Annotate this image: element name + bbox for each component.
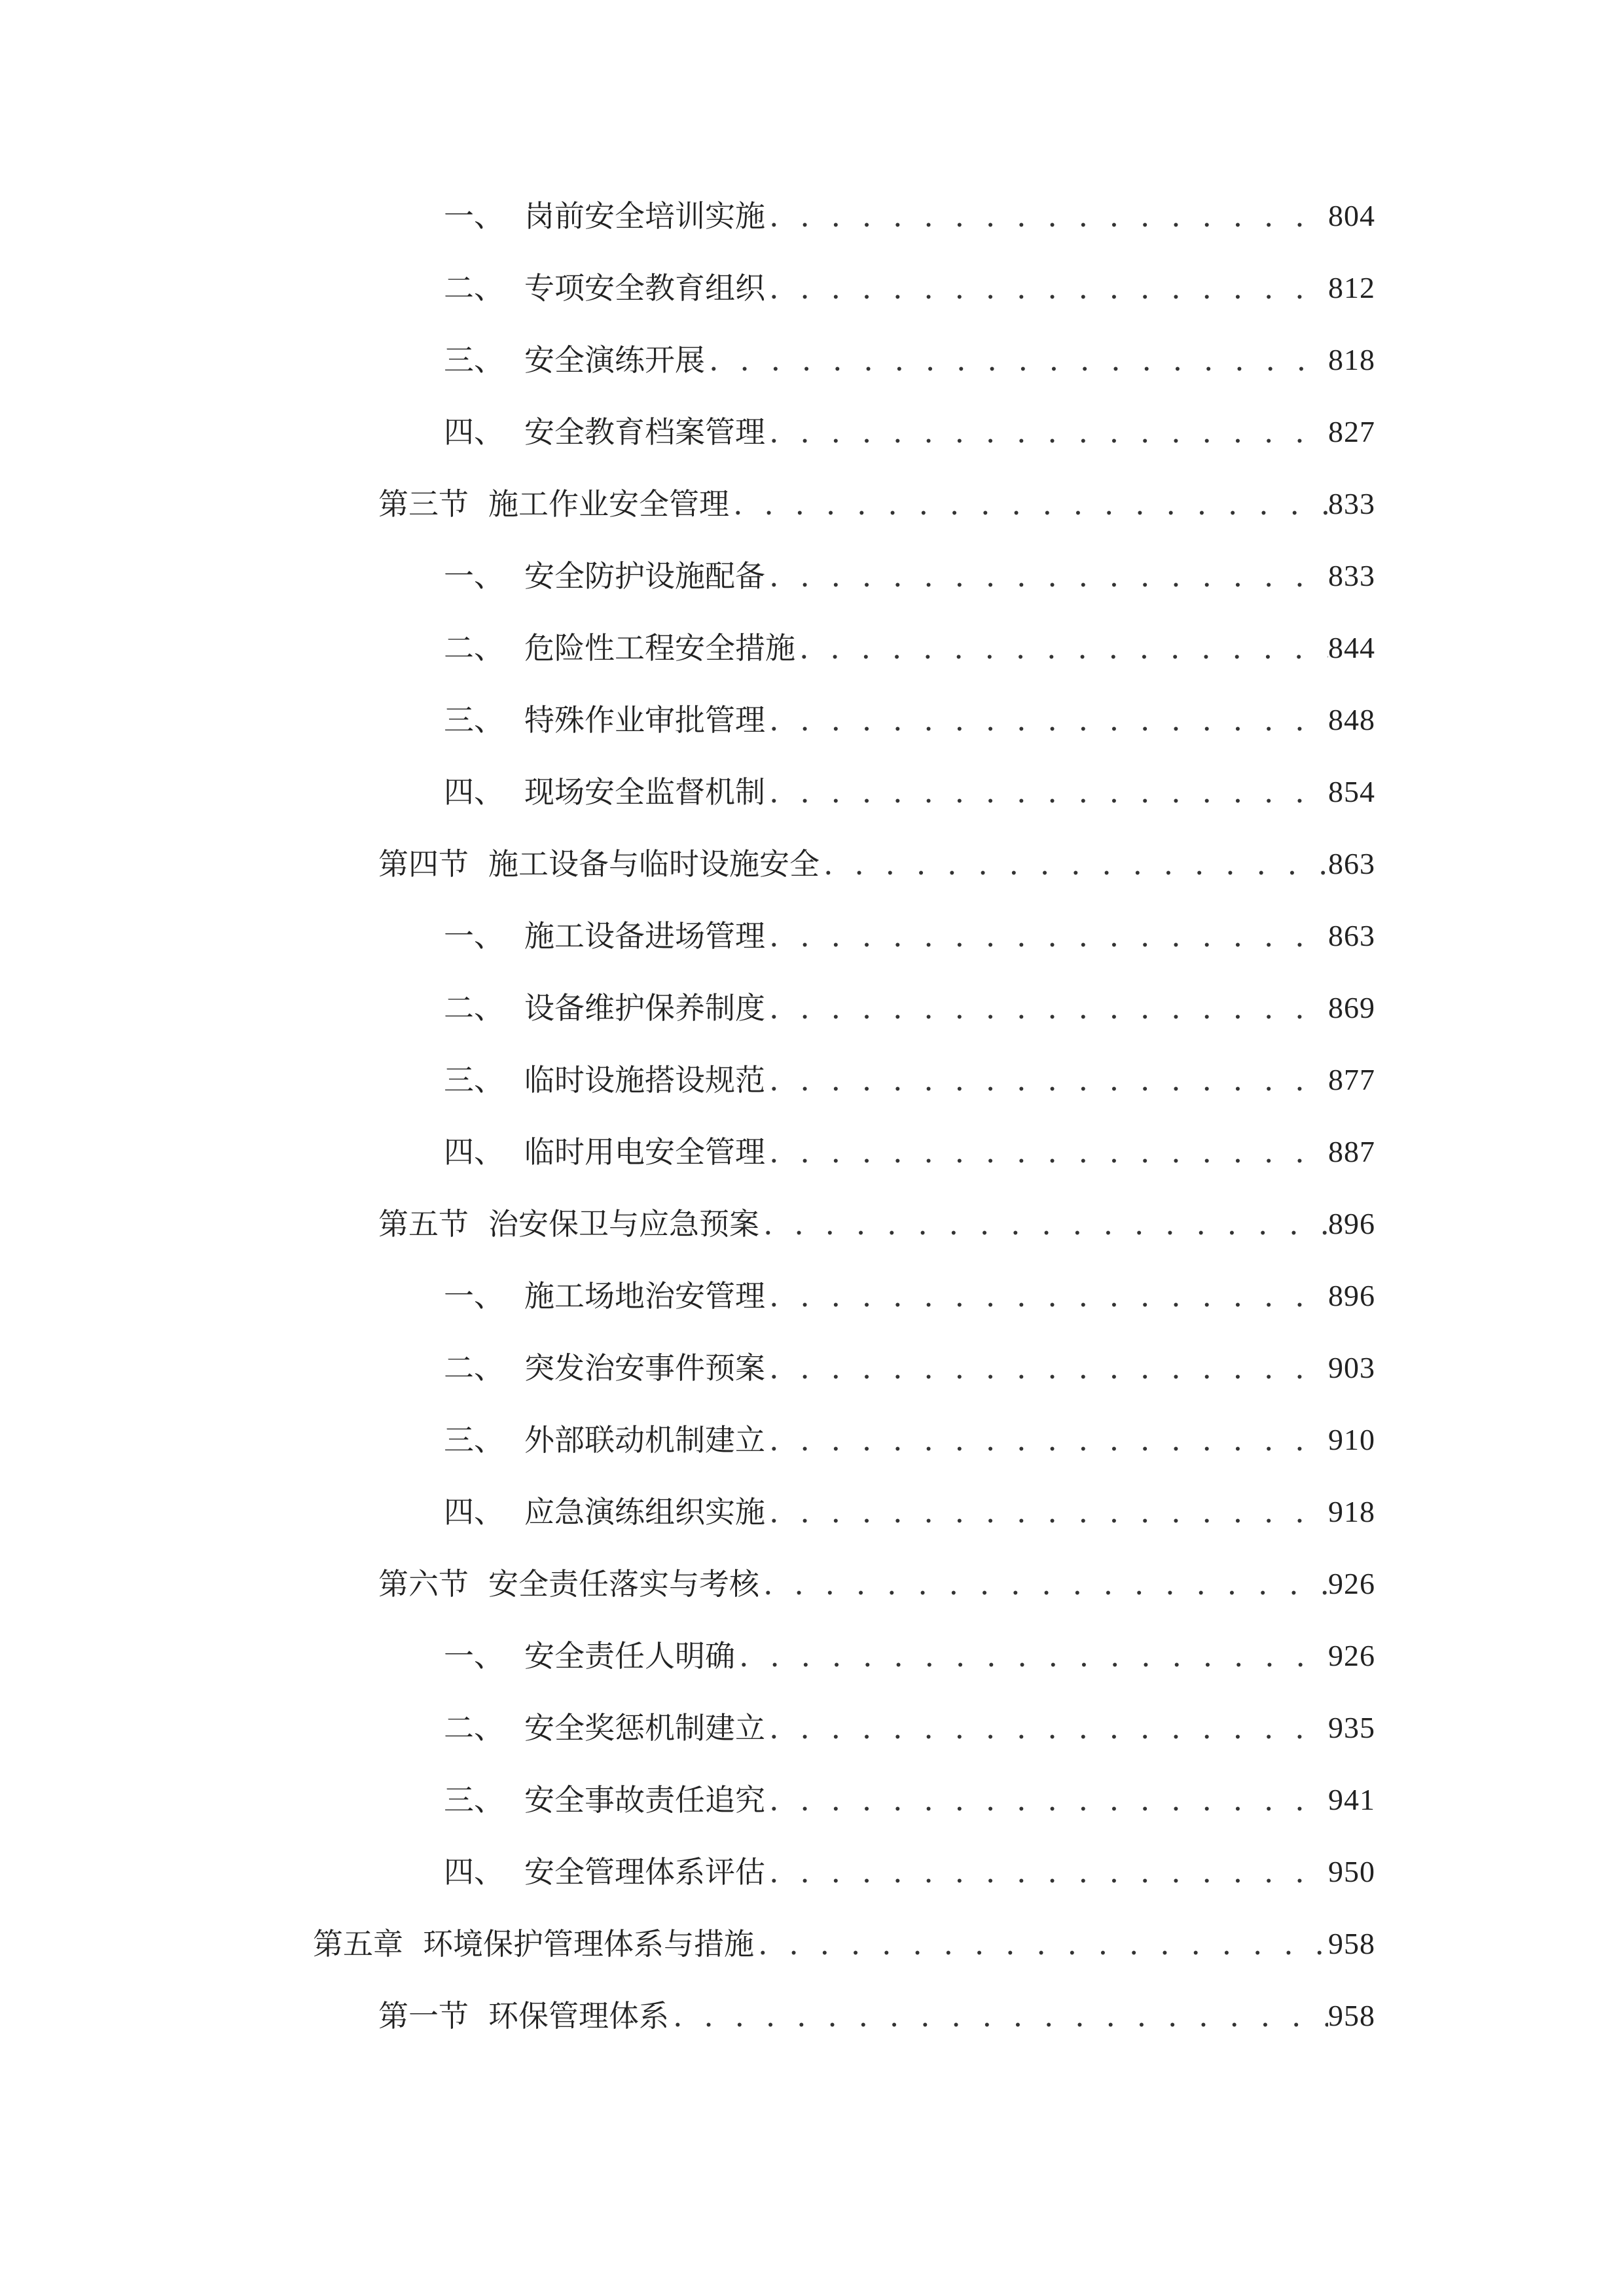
toc-entry-page: 958 xyxy=(1328,1999,1375,2032)
toc-entry-number: 四、 xyxy=(444,774,504,810)
toc-entry-number: 一、 xyxy=(444,198,504,234)
toc-entry[interactable] xyxy=(444,622,1375,674)
toc-dot-leader xyxy=(765,1702,1328,1754)
toc-dot-leader xyxy=(754,1918,1328,1970)
toc-entry[interactable] xyxy=(444,262,1375,314)
toc-entry-number: 一、 xyxy=(444,918,504,954)
toc-entry-page: 844 xyxy=(1328,631,1375,664)
toc-entry-title: 安全教育档案管理 xyxy=(524,414,765,450)
toc-entry-page: 877 xyxy=(1328,1063,1375,1096)
toc-entry-chapter[interactable] xyxy=(313,1918,1375,1970)
toc-entry-page: 903 xyxy=(1328,1351,1375,1384)
toc-dot-leader xyxy=(765,1270,1328,1322)
toc-entry[interactable] xyxy=(444,982,1375,1034)
toc-entry-title: 环保管理体系 xyxy=(488,1998,669,2034)
toc-entry[interactable] xyxy=(444,1342,1375,1394)
toc-entry[interactable] xyxy=(444,1702,1375,1754)
toc-entry-section[interactable] xyxy=(378,1558,1375,1610)
toc-entry-number: 一、 xyxy=(444,1638,504,1674)
toc-dot-leader xyxy=(705,334,1328,386)
toc-dot-leader xyxy=(765,406,1328,458)
toc-entry-page: 935 xyxy=(1328,1711,1375,1744)
toc-entry-title: 岗前安全培训实施 xyxy=(524,198,765,234)
toc-entry-page: 910 xyxy=(1328,1423,1375,1456)
toc-entry-page: 950 xyxy=(1328,1855,1375,1888)
toc-dot-leader xyxy=(759,1558,1328,1610)
toc-entry-number: 第三节 xyxy=(378,486,469,522)
toc-entry[interactable] xyxy=(444,910,1375,962)
toc-entry-page: 848 xyxy=(1328,703,1375,736)
toc-entry-title: 专项安全教育组织 xyxy=(524,270,765,306)
toc-entry-page: 896 xyxy=(1328,1279,1375,1312)
toc-dot-leader xyxy=(765,1414,1328,1466)
toc-entry-page: 887 xyxy=(1328,1135,1375,1168)
toc-entry-title: 施工设备与临时设施安全 xyxy=(488,846,820,882)
toc-entry-number: 三、 xyxy=(444,1422,504,1458)
toc-entry-number: 四、 xyxy=(444,1134,504,1170)
toc-entry[interactable] xyxy=(444,1846,1375,1898)
toc-dot-leader xyxy=(820,838,1328,890)
toc-entry-title: 施工设备进场管理 xyxy=(524,918,765,954)
toc-entry-number: 第五章 xyxy=(313,1926,403,1962)
toc-entry-page: 863 xyxy=(1328,847,1375,880)
toc-entry-title: 临时用电安全管理 xyxy=(524,1134,765,1170)
toc-entry-title: 设备维护保养制度 xyxy=(524,990,765,1026)
toc-entry-number: 三、 xyxy=(444,1782,504,1818)
toc-dot-leader xyxy=(765,1846,1328,1898)
toc-entry-page: 833 xyxy=(1328,559,1375,592)
toc-entry-title: 环境保护管理体系与措施 xyxy=(423,1926,754,1962)
toc-entry-page: 818 xyxy=(1328,343,1375,376)
toc-entry-number: 第四节 xyxy=(378,846,469,882)
toc-entry[interactable] xyxy=(444,1414,1375,1466)
toc-dot-leader xyxy=(765,550,1328,602)
toc-entry-title: 施工作业安全管理 xyxy=(488,486,729,522)
toc-entry[interactable] xyxy=(444,190,1375,242)
toc-entry-title: 应急演练组织实施 xyxy=(524,1494,765,1530)
toc-entry-number: 二、 xyxy=(444,990,504,1026)
toc-entry[interactable] xyxy=(444,1774,1375,1826)
toc-entry[interactable] xyxy=(444,1054,1375,1106)
toc-entry-title: 安全事故责任追究 xyxy=(524,1782,765,1818)
toc-entry-number: 二、 xyxy=(444,1710,504,1746)
toc-entry-page: 827 xyxy=(1328,415,1375,448)
toc-dot-leader xyxy=(765,766,1328,818)
toc-dot-leader xyxy=(765,910,1328,962)
toc-dot-leader xyxy=(765,1126,1328,1178)
toc-entry-section[interactable] xyxy=(378,478,1375,530)
toc-dot-leader xyxy=(765,190,1328,242)
toc-entry[interactable] xyxy=(444,694,1375,746)
toc-entry-number: 二、 xyxy=(444,270,504,306)
toc-dot-leader xyxy=(795,622,1328,674)
toc-entry-title: 安全演练开展 xyxy=(524,342,705,378)
toc-entry-number: 一、 xyxy=(444,558,504,594)
toc-entry-title: 现场安全监督机制 xyxy=(524,774,765,810)
toc-entry-page: 941 xyxy=(1328,1783,1375,1816)
toc-dot-leader xyxy=(765,1774,1328,1826)
toc-entry-title: 安全奖惩机制建立 xyxy=(524,1710,765,1746)
toc-entry-title: 安全责任落实与考核 xyxy=(488,1566,759,1602)
toc-dot-leader xyxy=(735,1630,1328,1682)
toc-entry-number: 四、 xyxy=(444,414,504,450)
toc-entry-title: 危险性工程安全措施 xyxy=(524,630,795,666)
toc-entry-title: 安全责任人明确 xyxy=(524,1638,735,1674)
toc-entry-number: 三、 xyxy=(444,702,504,738)
toc-dot-leader xyxy=(765,694,1328,746)
toc-entry[interactable] xyxy=(444,334,1375,386)
toc-entry-page: 854 xyxy=(1328,775,1375,808)
toc-dot-leader xyxy=(765,262,1328,314)
toc-entry[interactable] xyxy=(444,1126,1375,1178)
toc-entry[interactable] xyxy=(444,766,1375,818)
toc-entry-page: 926 xyxy=(1328,1639,1375,1672)
toc-entry-title: 治安保卫与应急预案 xyxy=(488,1206,759,1242)
toc-entry-page: 812 xyxy=(1328,271,1375,304)
toc-entry-number: 第六节 xyxy=(378,1566,469,1602)
toc-entry-title: 突发治安事件预案 xyxy=(524,1350,765,1386)
toc-entry[interactable] xyxy=(444,550,1375,602)
toc-dot-leader xyxy=(765,1486,1328,1538)
toc-entry-page: 918 xyxy=(1328,1495,1375,1528)
toc-entry-number: 四、 xyxy=(444,1854,504,1890)
toc-entry-page: 833 xyxy=(1328,487,1375,520)
toc-entry-number: 第一节 xyxy=(378,1998,469,2034)
toc-entry-page: 958 xyxy=(1328,1927,1375,1960)
toc-entry-number: 三、 xyxy=(444,342,504,378)
toc-entry[interactable] xyxy=(444,1630,1375,1682)
toc-entry-page: 804 xyxy=(1328,199,1375,232)
toc-entry-section[interactable] xyxy=(378,838,1375,890)
toc-entry[interactable] xyxy=(444,1270,1375,1322)
toc-entry-page: 863 xyxy=(1328,919,1375,952)
toc-entry-title: 施工场地治安管理 xyxy=(524,1278,765,1314)
toc-dot-leader xyxy=(765,982,1328,1034)
toc-dot-leader xyxy=(669,1990,1328,2042)
toc-entry-number: 一、 xyxy=(444,1278,504,1314)
toc-entry-page: 869 xyxy=(1328,991,1375,1024)
toc-entry-number: 二、 xyxy=(444,630,504,666)
toc-entry-title: 特殊作业审批管理 xyxy=(524,702,765,738)
toc-entry-title: 临时设施搭设规范 xyxy=(524,1062,765,1098)
toc-entry-section[interactable] xyxy=(378,1198,1375,1250)
toc-entry-page: 896 xyxy=(1328,1207,1375,1240)
toc-dot-leader xyxy=(765,1342,1328,1394)
toc-entry-title: 安全防护设施配备 xyxy=(524,558,765,594)
toc-dot-leader xyxy=(729,478,1328,530)
toc-entry-title: 安全管理体系评估 xyxy=(524,1854,765,1890)
toc-entry[interactable] xyxy=(444,406,1375,458)
toc-entry-title: 外部联动机制建立 xyxy=(524,1422,765,1458)
toc-dot-leader xyxy=(759,1198,1328,1250)
toc-entry-number: 三、 xyxy=(444,1062,504,1098)
toc-entry-number: 四、 xyxy=(444,1494,504,1530)
toc-entry-page: 926 xyxy=(1328,1567,1375,1600)
toc-entry-number: 二、 xyxy=(444,1350,504,1386)
toc-dot-leader xyxy=(765,1054,1328,1106)
toc-entry-section[interactable] xyxy=(378,1990,1375,2042)
toc-entry[interactable] xyxy=(444,1486,1375,1538)
toc-entry-number: 第五节 xyxy=(378,1206,469,1242)
